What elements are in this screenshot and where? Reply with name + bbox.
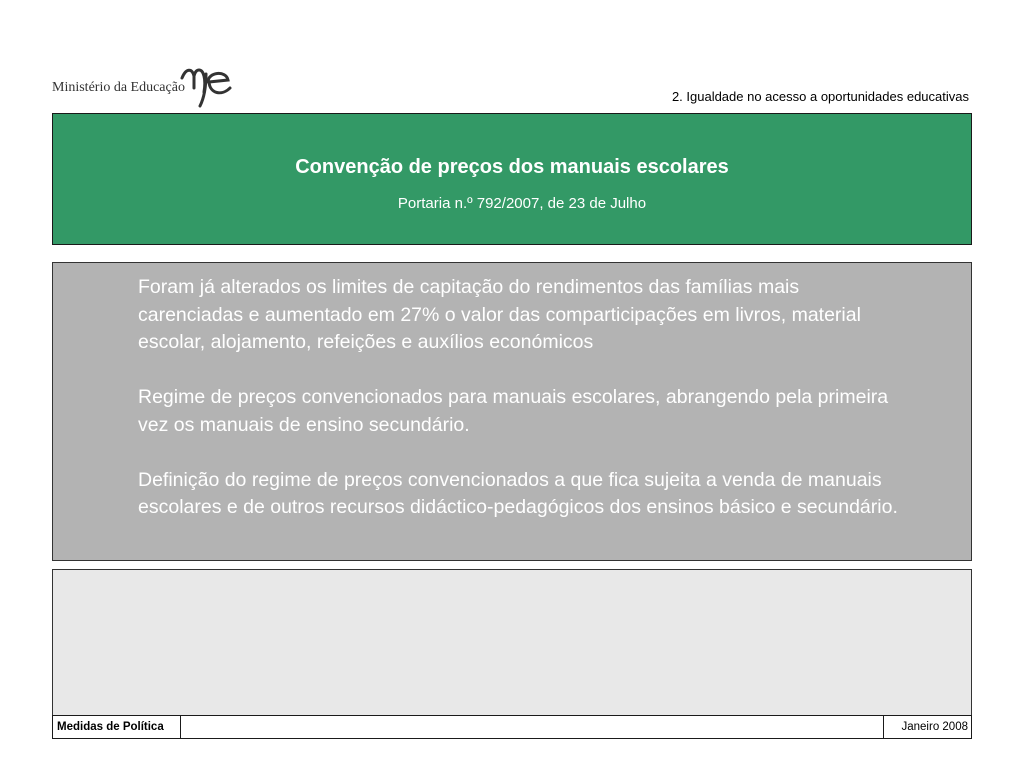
content-panel	[52, 262, 972, 561]
notes-panel	[52, 569, 972, 715]
footer-middle	[181, 716, 883, 738]
title-banner	[52, 113, 972, 245]
content-text	[138, 274, 908, 522]
page-subtitle: Portaria n.º 792/2007, de 23 de Julho	[397, 195, 647, 212]
section-title: 2. Igualdade no acesso a oportunidades educativas	[671, 89, 969, 104]
footer-date: Janeiro 2008	[883, 716, 971, 738]
paragraph-2: Regime de preços convencionados para manuais escolares, abrangendo pela primeira vez os manuais de ensino secundário.	[138, 386, 889, 436]
ministry-logo	[52, 60, 242, 108]
paragraph-1: Foram já alterados os limites de capitação do rendimentos das famílias mais carenciadas e aumentado em 27% o valor das comparticipações em livros, material escolar, alojamento, refeições e auxílios económicos	[138, 276, 861, 353]
logo-text: Ministério da Educação	[52, 80, 185, 95]
me-monogram-icon	[178, 60, 234, 108]
footer-category: Medidas de Política	[53, 716, 181, 738]
footer-bar	[52, 715, 972, 739]
page-title: Convenção de preços dos manuais escolares	[295, 156, 729, 178]
paragraph-3: Definição do regime de preços convencionados a que fica sujeita a venda de manuais escolares e de outros recursos didáctico-pedagógicos dos ensinos básico e secundário.	[138, 468, 898, 518]
